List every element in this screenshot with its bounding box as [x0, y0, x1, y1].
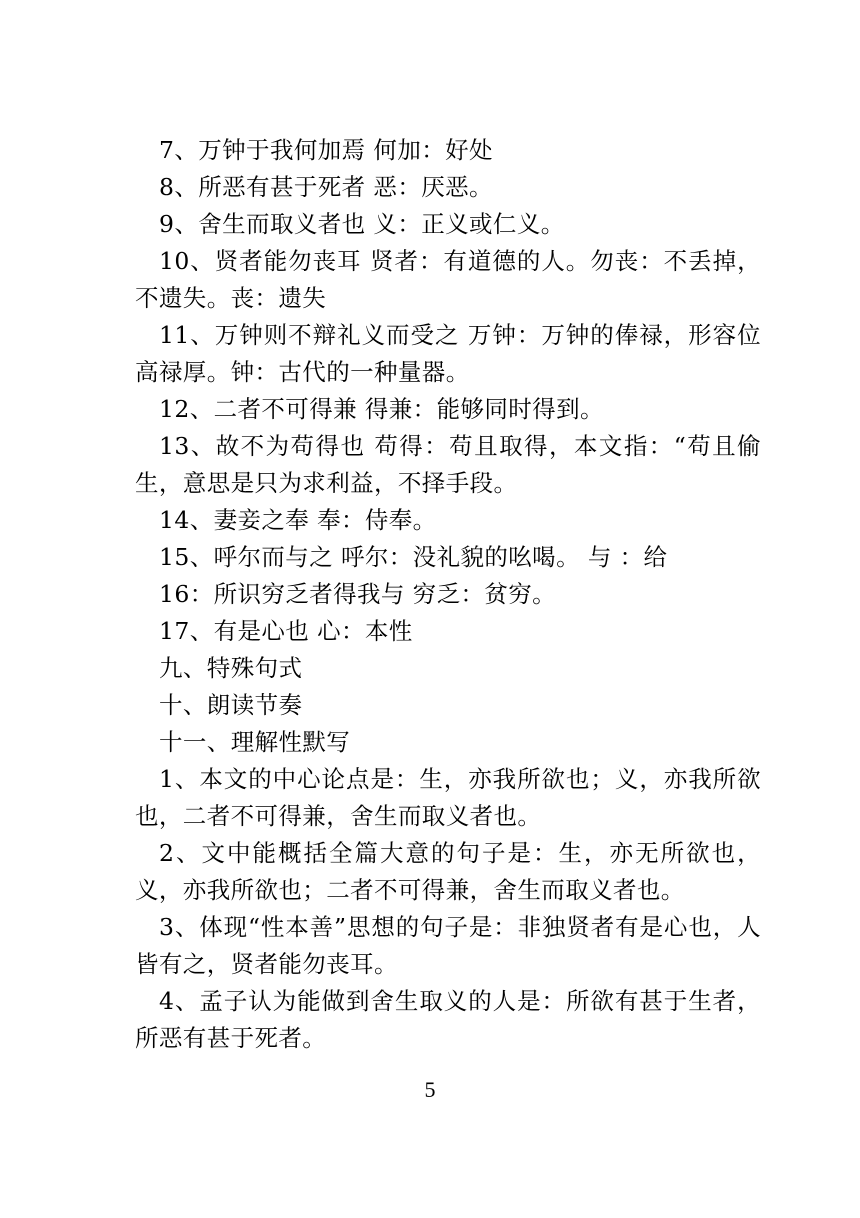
paragraph-vocab-11: 11、万钟则不辩礼义而受之 万钟：万钟的俸禄，形容位高禄厚。钟：古代的一种量器。	[135, 321, 761, 386]
paragraph-dictation-1: 1、本文的中心论点是：生，亦我所欲也；义，亦我所欲也，二者不可得兼，舍生而取义者也。	[135, 765, 761, 830]
paragraph-vocab-16: 16：所识穷乏者得我与 穷乏：贫穷。	[159, 580, 557, 608]
paragraph-vocab-9: 9、舍生而取义者也 义：正义或仁义。	[159, 210, 565, 238]
paragraph-dictation-4: 4、孟子认为能做到舍生取义的人是：所欲有甚于生者，所恶有甚于死者。	[135, 987, 761, 1052]
paragraph-dictation-2: 2、文中能概括全篇大意的句子是：生，亦无所欲也，义，亦我所欲也；二者不可得兼，舍生而取义者也。	[135, 839, 761, 904]
section-heading-reading-rhythm: 十、朗读节奏	[159, 691, 303, 719]
paragraph-vocab-10: 10、贤者能勿丧耳 贤者：有道德的人。勿丧：不丢掉，不遗失。丧：遗失	[135, 247, 761, 312]
paragraph-vocab-12: 12、二者不可得兼 得兼：能够同时得到。	[159, 395, 604, 423]
paragraph-dictation-3: 3、体现“性本善”思想的句子是：非独贤者有是心也，人皆有之，贤者能勿丧耳。	[135, 913, 761, 978]
paragraph-vocab-8: 8、所恶有甚于死者 恶：厌恶。	[159, 173, 493, 201]
document-body	[135, 132, 761, 1057]
paragraph-vocab-7: 7、万钟于我何加焉 何加：好处	[159, 136, 493, 164]
page-number: 5	[424, 1077, 436, 1102]
paragraph-vocab-15: 15、呼尔而与之 呼尔：没礼貌的吆喝。 与 ：给	[159, 543, 668, 571]
section-heading-dictation: 十一、理解性默写	[159, 728, 351, 756]
paragraph-vocab-17: 17、有是心也 心：本性	[159, 617, 413, 645]
section-heading-special-sentences: 九、特殊句式	[159, 654, 303, 682]
paragraph-vocab-13: 13、故不为苟得也 苟得：苟且取得，本文指：“苟且偷生，意思是只为求利益，不择手段。	[135, 432, 761, 497]
paragraph-vocab-14: 14、妻妾之奉 奉：侍奉。	[159, 506, 437, 534]
